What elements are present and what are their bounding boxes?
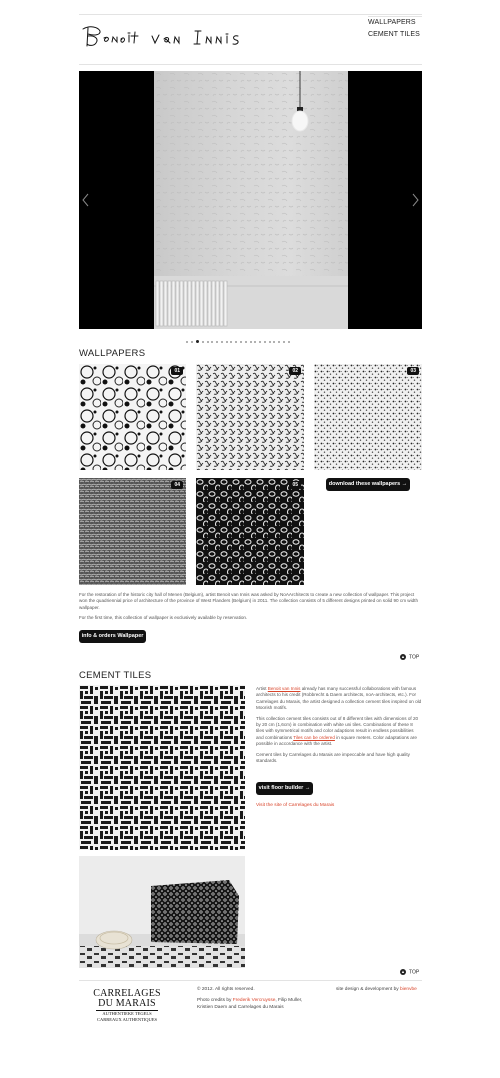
brand-line-4: CARREAUX AUTHENTIQUES: [96, 1017, 158, 1022]
footer-rule: [79, 980, 422, 981]
wallpaper-pattern-scribble: [196, 364, 304, 470]
chevron-right-icon[interactable]: [411, 193, 419, 212]
tile-number-badge: 04: [171, 481, 183, 489]
cement-p1: [256, 686, 422, 712]
info-orders-wallpaper-button[interactable]: info & orders Wallpaper: [79, 630, 146, 643]
cement-p2-text-b: in square meters. Color adaptations are possible in accordance with the artist.: [256, 734, 417, 747]
slider-dot[interactable]: [240, 341, 242, 343]
slider-dot[interactable]: [221, 341, 223, 343]
main-nav: [368, 16, 422, 41]
wallpaper-pattern-dots: [314, 364, 422, 470]
top-label: TOP: [409, 654, 420, 661]
cement-p1-text-b: already has many successful collaborations with famous architects to his credit (Robbrecht & Daem architects, noA-architects, etc.). For Carrelages du Marais, the artist designed a collection cement tiles inspired on old Moorish motifs.: [256, 686, 422, 711]
wallpaper-pattern-spots: [196, 478, 304, 585]
cement-tiles-description: [256, 686, 422, 768]
logo-signature-icon: [80, 22, 260, 52]
wallpaper-tile-01[interactable]: [79, 364, 186, 470]
download-wallpapers-button[interactable]: download these wallpapers →: [326, 478, 410, 491]
nav-item-cement-tiles[interactable]: CEMENT TILES: [368, 31, 420, 38]
photo-credits: [197, 997, 317, 1012]
cement-tiles-pattern-image: [79, 685, 245, 850]
slider-pagination: [185, 336, 325, 342]
slide-image-wallpapered-wall: [154, 71, 348, 329]
slider-dot[interactable]: [191, 341, 193, 343]
hero-slider[interactable]: [79, 71, 422, 329]
slider-dot[interactable]: [202, 341, 204, 343]
nav-item-wallpapers[interactable]: WALLPAPERS: [368, 19, 416, 26]
cement-p1-text-a: Artist: [256, 686, 268, 691]
brand-line-3: AUTHENTIEKE TEGELS: [102, 1011, 152, 1016]
slide-illustration: [154, 71, 348, 329]
wallpaper-pattern-circles: [79, 364, 186, 470]
cement-tiles-room-photo: [79, 856, 245, 968]
slider-dot[interactable]: [278, 341, 280, 343]
room-scene-illustration: [79, 856, 245, 968]
design-credit-text: site design & development by: [336, 987, 400, 992]
carrelages-site-link[interactable]: Visit the site of Carrelages du Marais: [256, 803, 335, 808]
credits-text-b: , Filip Muller, Kristien Daem and Carrelages du Marais: [197, 997, 303, 1010]
back-to-top-link[interactable]: [400, 654, 419, 660]
slider-dot[interactable]: [264, 341, 266, 343]
tile-number-badge: 01: [171, 367, 183, 375]
slider-dot[interactable]: [259, 341, 261, 343]
tile-number-badge: 02: [289, 367, 301, 375]
artist-link[interactable]: Benoit van Innis: [267, 686, 301, 691]
tiles-order-link[interactable]: Tiles can be ordered: [293, 734, 335, 740]
slider-dot[interactable]: [207, 341, 209, 343]
slider-dot[interactable]: [245, 341, 247, 343]
credits-text-a: Photo credits by: [197, 997, 233, 1003]
wallpaper-tile-02[interactable]: [196, 364, 304, 470]
site-logo[interactable]: [80, 22, 260, 52]
back-to-top-link-2[interactable]: [400, 969, 419, 975]
brand-line-2: DU MARAIS: [98, 998, 156, 1009]
tile-number-badge: 05: [289, 481, 301, 489]
tile-number-badge: 03: [407, 367, 419, 375]
designer-link[interactable]: bienvbe: [400, 987, 417, 992]
wallpapers-description: [79, 592, 422, 626]
slider-dot[interactable]: [283, 341, 285, 343]
slider-dot[interactable]: [254, 341, 256, 343]
arrow-up-icon: ▲: [401, 654, 405, 659]
slider-dot[interactable]: [216, 341, 218, 343]
cement-tile-pattern: [79, 685, 245, 850]
slider-dot[interactable]: [269, 341, 271, 343]
photographer-link[interactable]: Frederik Vercruysse: [232, 997, 276, 1003]
wallpaper-tile-04[interactable]: [79, 478, 186, 585]
carrelages-du-marais-logo[interactable]: [88, 989, 166, 1023]
wallpaper-tile-05[interactable]: [196, 478, 304, 585]
brand-line-1: CARRELAGES: [93, 988, 161, 999]
wallpapers-description-2: For the first time, this collection of wallpaper is exclusively available by reservation.: [79, 615, 248, 621]
wallpapers-title: WALLPAPERS: [79, 348, 146, 359]
slider-dot[interactable]: [235, 341, 237, 343]
slider-dot[interactable]: [288, 341, 290, 343]
slider-dot[interactable]: [230, 341, 232, 343]
arrow-up-icon: ▲: [401, 969, 405, 974]
cement-tiles-title: CEMENT TILES: [79, 670, 152, 681]
slider-dot[interactable]: [211, 341, 213, 343]
slider-dot[interactable]: [186, 341, 188, 343]
cement-p3: Cement tiles by Carrelages du Marais are impeccable and have high quality standards.: [256, 751, 410, 764]
visit-floor-builder-button[interactable]: visit floor builder →: [256, 782, 313, 795]
chevron-left-icon[interactable]: [82, 193, 90, 212]
slider-dot[interactable]: [196, 340, 199, 343]
slider-dot[interactable]: [273, 341, 275, 343]
top-label: TOP: [409, 969, 420, 976]
copyright: © 2012. All rights reserved.: [197, 987, 255, 992]
slider-dot[interactable]: [226, 341, 228, 343]
footer-design-credit: [336, 986, 422, 994]
cement-p2-text-a: This collection cement tiles consists out of 8 different tiles with dimensions of 20 by 20 cm (1,6cm) in combination with white uni tiles. Combinations of these 8 tiles with symmetrical motifs and color adaptions result in endless possibilities and combinations: [256, 715, 419, 740]
wallpapers-description-1: For the restoration of the historic city hall of Menen (Belgium), artist Benoit van Innis was asked by NoAArchitects to create a new collection of wallpaper. This project won the quadriennial price of architecture of the province of West Flanders (Belgium) in 2011. The collection consists of 5 different designs printed on solid 90 cm width wallpaper.: [79, 592, 419, 610]
footer-credits: [197, 986, 317, 1012]
cement-p2: [256, 716, 422, 748]
header-bottom-rule: [79, 64, 422, 65]
slider-dot[interactable]: [250, 341, 252, 343]
header-top-rule: [79, 14, 422, 15]
nav-rule-1: [368, 16, 422, 17]
wallpaper-tile-03[interactable]: [314, 364, 422, 470]
wallpaper-pattern-noise: [79, 478, 186, 585]
